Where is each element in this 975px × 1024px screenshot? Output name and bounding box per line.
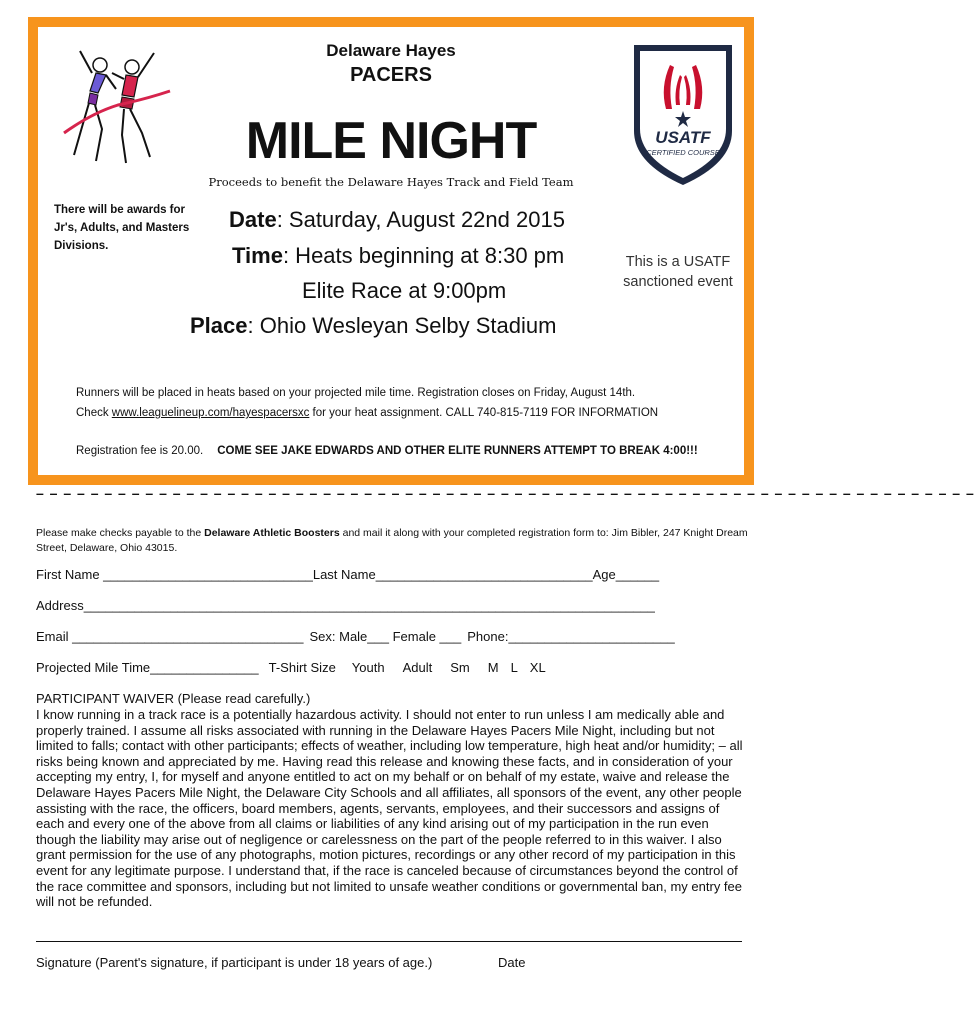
last-name-field[interactable]: Last Name______________________________	[312, 567, 593, 582]
first-name-field[interactable]: First Name _____________________________	[36, 567, 313, 582]
elite-callout: COME SEE JAKE EDWARDS AND OTHER ELITE RUNNERS ATTEMPT TO BREAK 4:00!!!	[217, 445, 698, 457]
proceeds-note: Proceeds to benefit the Delaware Hayes Track and Field Team	[208, 175, 574, 189]
size-adult[interactable]: Adult	[402, 660, 433, 675]
event-time	[232, 243, 564, 269]
event-date	[229, 207, 565, 233]
check-prefix: Check	[76, 407, 112, 419]
date-label: Date	[498, 955, 526, 970]
age-field[interactable]: Age______	[592, 567, 660, 582]
sanction-note: This is a USATF sanctioned event	[623, 254, 733, 290]
club-name: Delaware Hayes	[326, 41, 456, 60]
place-value: : Ohio Wesleyan Selby Stadium	[247, 313, 557, 338]
heat-assignment-link[interactable]: www.leaguelineup.com/hayespacersxc	[111, 407, 310, 419]
address-field[interactable]: Address_______________________________________________________________________________	[36, 598, 655, 613]
name-row	[36, 567, 659, 582]
check-suffix: for your heat assignment. CALL 740-815-7119 FOR INFORMATION	[309, 407, 659, 419]
elite-race-time: Elite Race at 9:00pm	[302, 278, 507, 303]
cut-line: – – – – – – – – – – – – – – – – – – – – – – – – – – – – – – – – – – – – – – – – – – – – – – – – – – – – – – – – – – – – – – – – – – – – –	[36, 485, 975, 501]
time-label: Time	[232, 243, 283, 268]
flyer-banner	[28, 17, 754, 485]
contact-row	[36, 629, 675, 644]
event-place	[190, 313, 556, 339]
date-value: : Saturday, August 22nd 2015	[276, 207, 565, 232]
tshirt-row	[36, 660, 546, 675]
place-label: Place	[190, 313, 248, 338]
heat-assignment-info	[76, 407, 658, 419]
event-title: MILE NIGHT	[245, 112, 537, 170]
email-field[interactable]: Email ________________________________	[36, 629, 304, 644]
mail-suffix: and mail it along with your completed registration form to: Jim Bibler, 247 Knight Dream Street, Delaware, Ohio 43015.	[36, 527, 748, 554]
date-label: Date	[229, 207, 277, 232]
mile-time-field[interactable]: Projected Mile Time_______________	[36, 660, 259, 675]
size-youth[interactable]: Youth	[351, 660, 385, 675]
usatf-logo	[626, 39, 740, 189]
tshirt-label: T-Shirt Size	[268, 660, 336, 675]
size-small[interactable]: Sm	[450, 660, 470, 675]
waiver-heading: PARTICIPANT WAIVER (Please read carefully.)	[36, 691, 311, 706]
waiver-body: I know running in a track race is a potentially hazardous activity. I should not enter to run unless I am medically able and properly trained. I assume all risks associated with running in the Delaware Hayes Pacers Mile Night, including but not limited to falls; contact with other participants; effects of weather, including low temperature, high heat and/or humidity; – all risks being known and appreciated by me. Having read this release and knowing these facts, and in consideration of your accepting my entry, I, for myself and anyone entitled to act on my behalf or on behalf of my estate, waive and release the Delaware Hayes Pacers Mile Night, the Delaware City Schools and all affiliates, all sponsors of the event, any other people assisting with the race, the officers, board members, agents, servants, employees, and their successors and assigns of each and every one of the above from all claims or liabilities of any kind arising out of my participation in the run even though the liability may arise out of negligence or carelessness on the part of the people referred to in this waiver. I also grant permission for the use of any photographs, motion pictures, recordings or any other record of my participation in this event for any legitimate purpose. I understand that, if the race is canceled because of circumstances beyond the control of the race committee and sponsors, including but not limited to unsafe weather conditions or governmental ban, my entry fee will not be refunded.	[36, 707, 743, 910]
mail-prefix: Please make checks payable to the	[36, 527, 205, 539]
size-xl[interactable]: XL	[529, 660, 546, 675]
size-large[interactable]: L	[510, 660, 518, 675]
signature-label: Signature (Parent's signature, if participant is under 18 years of age.)	[36, 955, 433, 970]
registration-fee: Registration fee is 20.00.	[76, 445, 204, 457]
mailing-instructions	[36, 526, 752, 556]
payee-name: Delaware Athletic Boosters	[204, 527, 340, 539]
usatf-logo-subtitle: CERTIFIED COURSE	[646, 148, 720, 157]
usatf-logo-text: USATF	[655, 128, 711, 147]
team-name: PACERS	[350, 64, 432, 86]
phone-field[interactable]: Phone:_______________________	[467, 629, 675, 644]
fee-info	[76, 445, 698, 457]
heats-info: Runners will be placed in heats based on your projected mile time. Registration closes on Friday, August 14th.	[76, 387, 636, 399]
signature-line[interactable]	[36, 941, 742, 942]
sex-field[interactable]: Sex: Male___ Female ___	[309, 629, 462, 644]
awards-note: There will be awards for Jr's, Adults, and Masters Divisions.	[54, 204, 190, 252]
size-medium[interactable]: M	[487, 660, 499, 675]
time-value: : Heats beginning at 8:30 pm	[282, 243, 565, 268]
